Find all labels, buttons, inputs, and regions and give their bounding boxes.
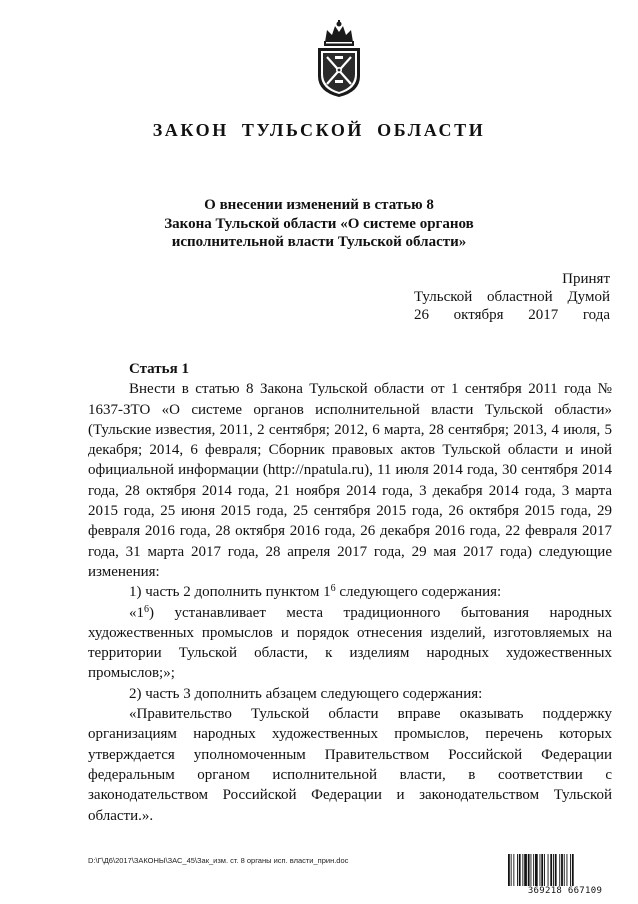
adopted-date-word: октября: [453, 307, 504, 323]
adopted-label: Принят: [562, 271, 610, 287]
adopted-date-word: 2017: [528, 307, 559, 323]
amendment-quote-1: [88, 603, 612, 684]
adoption-block: [414, 270, 610, 324]
adopted-by-line: [414, 288, 610, 306]
adopted-word: областной: [487, 289, 553, 305]
quote1-text: ) устанавливает места традиционного бытования народных художественных промыслов и порядок отнесения изделий, изготовляемых на территории Тульской области, к изделиям народных художественных промыслов;»;: [88, 604, 612, 682]
article-body: [88, 359, 612, 826]
file-path-footer: D:\Г\Д6\2017\ЗАКОНЫ\ЗАС_45\Зак_изм. ст. 8 органы исп. власти_прин.doc: [88, 856, 349, 865]
law-subtitle: [0, 196, 638, 252]
adopted-date-line: [414, 306, 610, 324]
item1-text-end: следующего содержания:: [335, 584, 502, 601]
amendment-item-1: [88, 582, 612, 602]
subtitle-line: Закона Тульской области «О системе органов: [164, 215, 474, 232]
adopted-word: Тульской: [414, 289, 473, 305]
subtitle-line: О внесении изменений в статью 8: [204, 197, 434, 213]
article-intro-paragraph: Внести в статью 8 Закона Тульской области от 1 сентября 2011 года № 1637-ЗТО «О системе органов исполнительной власти Тульской области» (Тульские известия, 2011, 2 сентября; 2012, 6 марта, 28 сентября; 2013, 4 июля, 5 декабря; 2014, 6 февраля; Сборник правовых актов Тульской области и иной официальной информации (http://npatula.ru), 11 июля 2014 года, 30 сентября 2014 года, 28 октября 2014 года, 21 ноября 2014 года, 3 декабря 2014 года, 3 марта 2015 года, 25 июня 2015 года, 25 сентября 2015 года, 26 октября 2015 года, 29 февраля 2016 года, 28 октября 2016 года, 26 декабря 2016 года, 22 февраля 2017 года, 31 марта 2017 года, 28 апреля 2017 года, 29 мая 2017 года) следующие изменения:: [88, 381, 612, 580]
article-heading: Статья 1: [129, 361, 189, 377]
adopted-date-word: 26: [414, 307, 429, 323]
adopted-date-word: года: [582, 307, 610, 323]
quote1-open: «1: [129, 604, 144, 621]
subtitle-line: исполнительной власти Тульской области»: [171, 234, 467, 250]
item1-text: 1) часть 2 дополнить пунктом 1: [129, 584, 331, 601]
amendment-quote-2: «Правительство Тульской области вправе оказывать поддержку организациям народных художественных промыслов, перечень которых утверждается уполномоченным Правительством Российской Федерации федеральным органом исполнительной власти, в соответствии с законодательством Российской Федерации и законодательством Тульской области.».: [88, 706, 612, 824]
coat-of-arms-icon: [313, 20, 365, 98]
adopted-word: Думой: [567, 289, 610, 305]
barcode-number: 369218 667109: [506, 886, 624, 897]
amendment-item-2: 2) часть 3 дополнить абзацем следующего содержания:: [129, 685, 483, 702]
law-title: ЗАКОН ТУЛЬСКОЙ ОБЛАСТИ: [152, 120, 486, 140]
quote1-superscript: 6: [144, 603, 149, 615]
item1-superscript: 6: [330, 583, 336, 595]
